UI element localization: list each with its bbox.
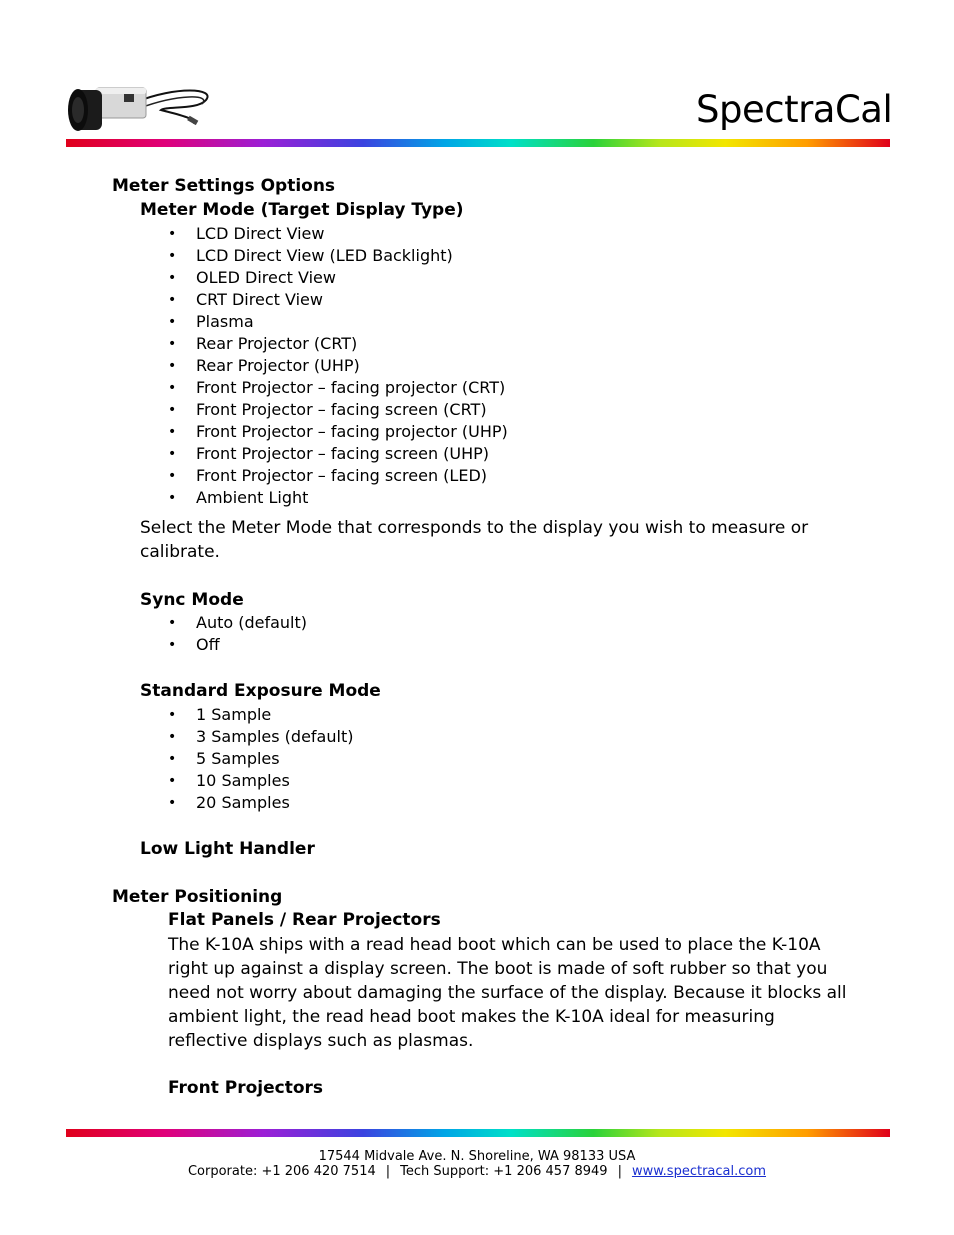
low-light-heading: Low Light Handler — [140, 839, 315, 859]
flat-panels-paragraph — [168, 933, 846, 1053]
paragraph-line: The K-10A ships with a read head boot which can be used to place the K-10A — [168, 935, 821, 955]
exposure-mode-list — [168, 704, 353, 814]
website-link[interactable]: www.spectracal.com — [631, 1164, 767, 1179]
header-rainbow-divider — [66, 139, 890, 147]
footer-separator: | — [385, 1164, 391, 1179]
list-item: • Front Projector – facing screen (CRT) — [168, 399, 508, 421]
settings-heading: Meter Settings Options — [112, 176, 336, 196]
list-item: • Rear Projector (CRT) — [168, 333, 508, 355]
paragraph-line: ambient light, the read head boot makes the K-10A ideal for measuring — [168, 1007, 775, 1027]
meter-mode-list — [168, 223, 508, 509]
tech-support-phone: Tech Support: +1 206 457 8949 — [400, 1164, 608, 1179]
list-item: • 3 Samples (default) — [168, 726, 353, 748]
footer-contacts — [0, 1164, 954, 1179]
description-line: calibrate. — [140, 542, 220, 562]
corporate-phone: Corporate: +1 206 420 7514 — [187, 1164, 376, 1179]
sync-mode-list — [168, 612, 307, 656]
brand-logo: SpectraCal — [696, 88, 893, 131]
footer-rainbow-divider — [66, 1129, 890, 1137]
list-item: • 1 Sample — [168, 704, 353, 726]
sync-mode-heading: Sync Mode — [140, 590, 244, 610]
flat-panels-heading: Flat Panels / Rear Projectors — [168, 910, 441, 930]
meter-mode-heading: Meter Mode (Target Display Type) — [140, 200, 464, 220]
footer-address: 17544 Midvale Ave. N. Shoreline, WA 98133 USA — [318, 1149, 636, 1164]
list-item: • LCD Direct View (LED Backlight) — [168, 245, 508, 267]
paragraph-line: reflective displays such as plasmas. — [168, 1031, 474, 1051]
list-item: • Front Projector – facing screen (LED) — [168, 465, 508, 487]
front-projectors-heading: Front Projectors — [168, 1078, 324, 1098]
meter-mode-description — [140, 516, 808, 564]
list-item: • Ambient Light — [168, 487, 508, 509]
paragraph-line: right up against a display screen. The boot is made of soft rubber so that you — [168, 959, 828, 979]
footer-separator: | — [617, 1164, 622, 1179]
exposure-mode-heading: Standard Exposure Mode — [140, 681, 381, 701]
list-item: • Rear Projector (UHP) — [168, 355, 508, 377]
list-item: • Plasma — [168, 311, 508, 333]
list-item: • LCD Direct View — [168, 223, 508, 245]
list-item: • 5 Samples — [168, 748, 353, 770]
list-item: • Front Projector – facing projector (UHP) — [168, 421, 508, 443]
paragraph-line: need not worry about damaging the surface of the display. Because it blocks all — [168, 983, 847, 1003]
list-item: • Front Projector – facing screen (UHP) — [168, 443, 508, 465]
list-item: • 10 Samples — [168, 770, 353, 792]
list-item: • Auto (default) — [168, 612, 307, 634]
list-item: • 20 Samples — [168, 792, 353, 814]
description-line: Select the Meter Mode that corresponds to the display you wish to measure or — [140, 518, 809, 538]
product-photo — [66, 80, 216, 140]
list-item: • OLED Direct View — [168, 267, 508, 289]
list-item: • Off — [168, 634, 307, 656]
list-item: • CRT Direct View — [168, 289, 508, 311]
positioning-heading: Meter Positioning — [112, 887, 283, 907]
list-item: • Front Projector – facing projector (CRT) — [168, 377, 508, 399]
